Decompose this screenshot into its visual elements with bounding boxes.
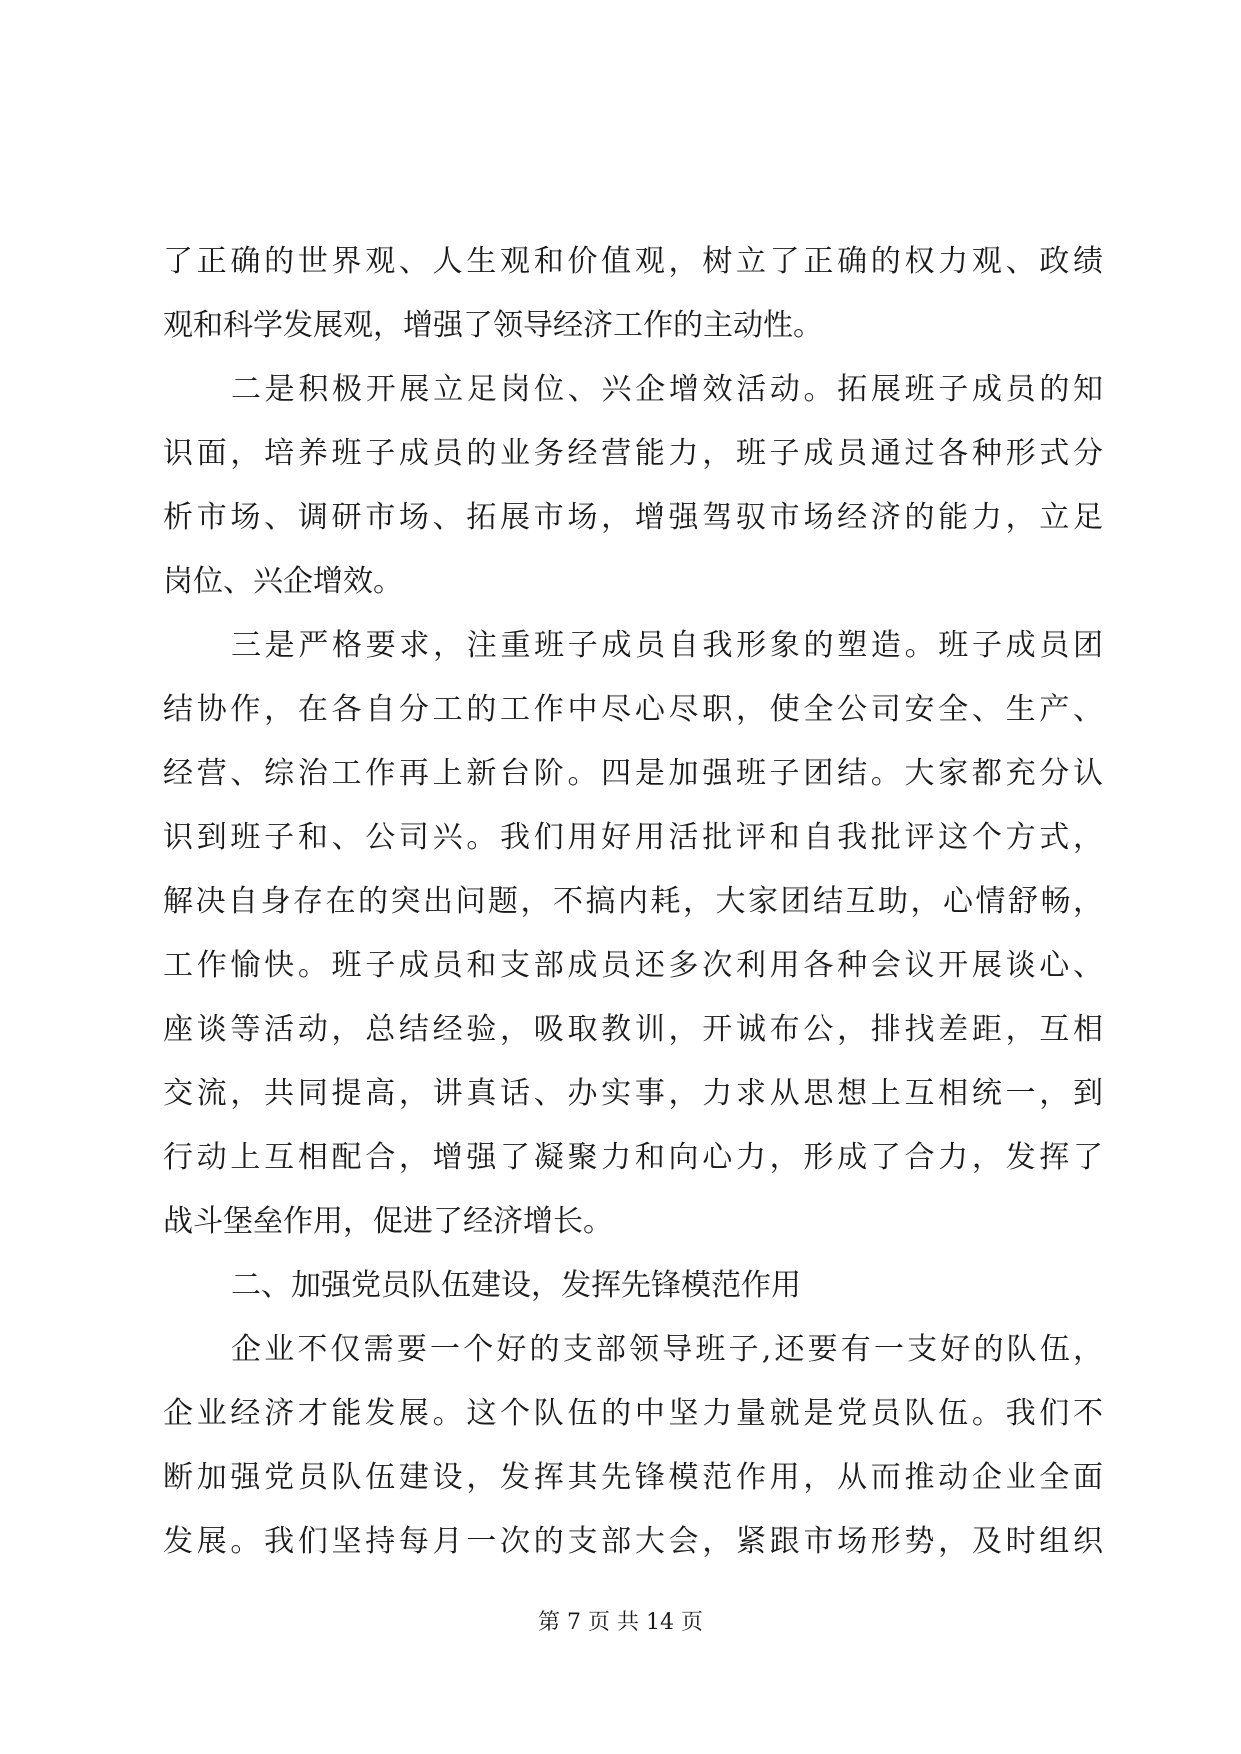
text-line: 战斗堡垒作用，促进了经济增长。	[163, 1204, 613, 1239]
text-line: 交流，共同提高，讲真话、办实事，力求从思想上互相统一，到	[163, 1076, 1103, 1111]
text-line: 析市场、调研市场、拓展市场，增强驾驭市场经济的能力，立足	[163, 500, 1103, 535]
paragraph-start-line: 三是严格要求，注重班子成员自我形象的塑造。班子成员团	[231, 628, 1103, 663]
text-line: 座谈等活动，总结经验，吸取教训，开诚布公，排找差距，互相	[163, 1012, 1103, 1047]
text-line: 解决自身存在的突出问题，不搞内耗，大家团结互助，心情舒畅，	[163, 884, 1103, 919]
document-body	[163, 230, 1103, 1574]
text-line: 发展。我们坚持每月一次的支部大会，紧跟市场形势，及时组织	[163, 1524, 1103, 1559]
text-line: 观和科学发展观，增强了领导经济工作的主动性。	[163, 308, 823, 343]
paragraph-start-line: 二是积极开展立足岗位、兴企增效活动。拓展班子成员的知	[231, 372, 1103, 407]
text-line: 岗位、兴企增效。	[163, 564, 403, 599]
text-line: 识面，培养班子成员的业务经营能力，班子成员通过各种形式分	[163, 436, 1103, 471]
text-line: 识到班子和、公司兴。我们用好用活批评和自我批评这个方式，	[163, 820, 1103, 855]
text-line: 结协作，在各自分工的工作中尽心尽职，使全公司安全、生产、	[163, 692, 1103, 727]
text-line: 行动上互相配合，增强了凝聚力和向心力，形成了合力，发挥了	[163, 1140, 1103, 1175]
text-line: 经营、综治工作再上新台阶。四是加强班子团结。大家都充分认	[163, 756, 1103, 791]
text-line: 断加强党员队伍建设，发挥其先锋模范作用，从而推动企业全面	[163, 1460, 1103, 1495]
text-line: 了正确的世界观、人生观和价值观，树立了正确的权力观、政绩	[163, 244, 1103, 279]
paragraph-start-line: 企业不仅需要一个好的支部领导班子,还要有一支好的队伍，	[231, 1332, 1103, 1367]
section-heading: 二、加强党员队伍建设，发挥先锋模范作用	[231, 1268, 801, 1303]
page-number-footer: 第 7 页 共 14 页	[538, 1610, 703, 1635]
text-line: 企业经济才能发展。这个队伍的中坚力量就是党员队伍。我们不	[163, 1396, 1103, 1431]
text-line: 工作愉快。班子成员和支部成员还多次利用各种会议开展谈心、	[163, 948, 1103, 983]
